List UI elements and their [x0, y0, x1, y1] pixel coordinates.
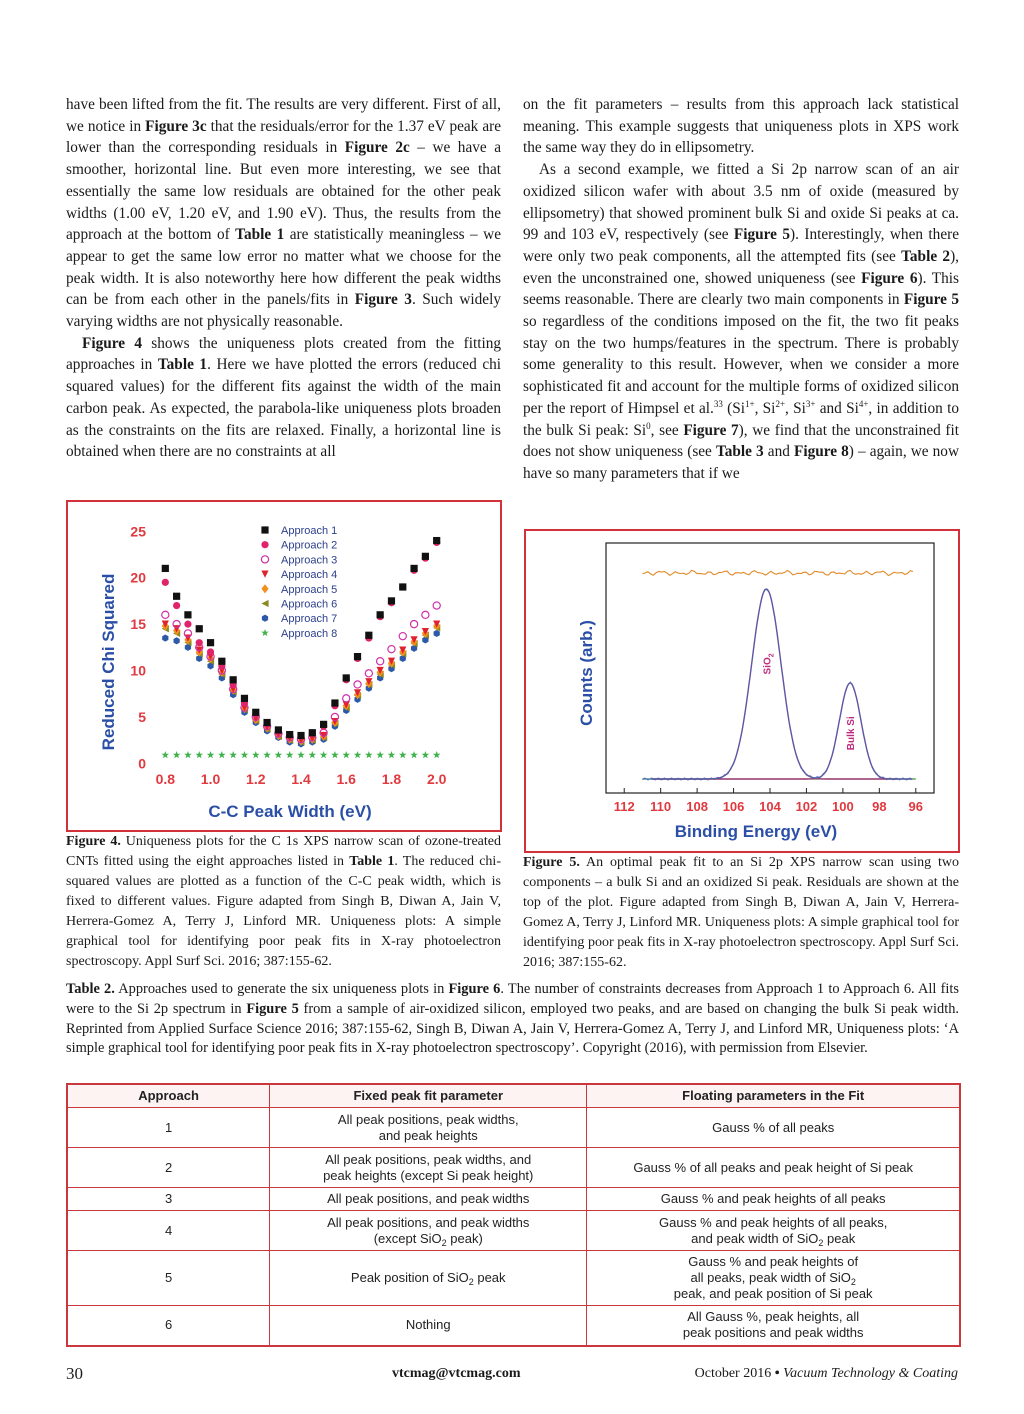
- data-point: [263, 719, 270, 726]
- data-point: [410, 621, 417, 628]
- table-row: [67, 1306, 960, 1346]
- right-column: [523, 94, 959, 485]
- series: [162, 621, 441, 745]
- data-point: [196, 625, 203, 632]
- y-tick-label: 5: [138, 708, 146, 725]
- data-point: [229, 751, 237, 758]
- data-point: [252, 709, 259, 716]
- data-point: [184, 611, 191, 618]
- data-point: [261, 556, 268, 563]
- figure-4: [66, 500, 502, 832]
- data-point: [241, 751, 249, 758]
- data-point: [162, 634, 168, 641]
- raw-data-line: [642, 589, 912, 780]
- envelope-line: [642, 589, 912, 779]
- uniqueness-plot-chart: [68, 502, 500, 830]
- figure-4-caption: Figure 4. Uniqueness plots for the C 1s XPS narrow scan of ozone-treated CNTs fitted using the eight approaches listed in Table 1. The reduced chi-squared values are plotted as a function of the C-C peak width, which is fixed to different values. Figure adapted from Singh B, Diwan A, Jain V, Herrera-Gomez A, Terry J, Linford MR. Uniqueness plots: A simple graphical tool for identifying poor peak fits in X-ray photoelectron spectroscopy. Appl Surf Sci. 2016; 387:155-62.: [66, 834, 501, 969]
- data-point: [343, 674, 350, 681]
- data-point: [410, 565, 417, 572]
- data-point: [433, 751, 441, 758]
- x-tick-label: 106: [722, 799, 745, 814]
- data-point: [434, 630, 440, 637]
- x-tick-label: 102: [795, 799, 818, 814]
- x-tick-label: 98: [872, 799, 887, 814]
- x-tick-label: 100: [832, 799, 854, 814]
- data-point: [433, 537, 440, 544]
- data-point: [354, 751, 362, 758]
- sio2-peak-label: SiO$_2$: [762, 653, 776, 675]
- y-axis-label: Reduced Chi Squared: [99, 573, 118, 751]
- y-tick-label: 0: [138, 755, 146, 772]
- y-tick-label: 25: [130, 523, 146, 540]
- data-point: [261, 541, 268, 548]
- left-paragraph-2: Figure 4 shows the uniqueness plots created from the fitting approaches in Table 1. Here we have plotted the errors (reduced chi squared values) for the different fits against the width of the main carbon peak. As expected, the parabola-like uniqueness plots broaden as the constraints on the fits are relaxed. Finally, a horizontal line is obtained when there are no constraints at all: [66, 334, 502, 461]
- data-point: [399, 751, 407, 758]
- legend-entry: Approach 6: [281, 598, 338, 611]
- y-tick-label: 10: [130, 662, 146, 679]
- series: [162, 751, 441, 758]
- data-point: [184, 751, 192, 758]
- data-point: [331, 751, 339, 758]
- cell-fixed: Peak position of SiO$_2$ peak: [270, 1251, 587, 1306]
- data-point: [173, 602, 180, 609]
- cell-fixed: All peak positions, and peak widths (except SiO$_2$ peak): [270, 1211, 587, 1251]
- data-point: [275, 751, 283, 758]
- data-point: [230, 676, 237, 683]
- x-tick-label: 96: [908, 799, 924, 814]
- residuals-line: [642, 570, 913, 575]
- data-point: [320, 751, 328, 758]
- cell-approach: 3: [67, 1188, 270, 1211]
- data-point: [261, 584, 268, 593]
- data-point: [365, 632, 372, 639]
- legend-entry: Approach 2: [281, 539, 338, 552]
- data-point: [173, 751, 181, 758]
- x-axis-label: C-C Peak Width (eV): [208, 802, 372, 821]
- y-tick-label: 20: [130, 569, 146, 586]
- table-row: [67, 1108, 960, 1148]
- data-point: [207, 751, 215, 758]
- data-point: [162, 611, 169, 618]
- data-point: [365, 670, 372, 677]
- cell-fixed: All peak positions, peak widths, and peak heights: [270, 1108, 587, 1148]
- x-tick-label: 112: [613, 799, 635, 814]
- data-point: [342, 751, 350, 758]
- header-fixed-parameter: Fixed peak fit parameter: [270, 1084, 587, 1108]
- data-point: [377, 658, 384, 665]
- data-point: [173, 637, 179, 644]
- x-tick-label: 110: [650, 799, 672, 814]
- data-point: [343, 695, 350, 702]
- data-point: [388, 597, 395, 604]
- x-tick-label: 1.2: [246, 771, 266, 787]
- legend-entry: Approach 4: [281, 569, 338, 582]
- data-point: [309, 751, 317, 758]
- series: [162, 624, 441, 745]
- data-point: [331, 699, 338, 706]
- series: [162, 627, 440, 748]
- data-point: [162, 751, 170, 758]
- y-tick-label: 15: [130, 616, 146, 633]
- data-point: [207, 639, 214, 646]
- approaches-table: [66, 1083, 961, 1347]
- data-point: [286, 751, 294, 758]
- x-tick-label: 0.8: [155, 771, 176, 787]
- cell-approach: 6: [67, 1306, 270, 1346]
- data-point: [422, 611, 429, 618]
- data-point: [275, 726, 282, 733]
- data-point: [320, 721, 327, 728]
- data-point: [162, 579, 169, 586]
- cell-approach: 2: [67, 1148, 270, 1188]
- data-point: [297, 751, 305, 758]
- table-row: [67, 1148, 960, 1188]
- data-point: [263, 751, 271, 758]
- cell-approach: 5: [67, 1251, 270, 1306]
- cell-fixed: Nothing: [270, 1306, 587, 1346]
- x-tick-label: 108: [686, 799, 708, 814]
- data-point: [410, 751, 418, 758]
- bulk-si-peak-label: Bulk Si: [846, 716, 858, 751]
- y-axis-label: Counts (arb.): [577, 620, 596, 726]
- footer-email: vtcmag@vtcmag.com: [392, 1366, 521, 1381]
- data-point: [422, 553, 429, 560]
- cell-approach: 4: [67, 1211, 270, 1251]
- data-point: [376, 751, 384, 758]
- legend-entry: Approach 3: [281, 554, 338, 567]
- data-point: [354, 681, 361, 688]
- x-tick-label: 104: [759, 799, 781, 814]
- data-point: [433, 602, 440, 609]
- data-point: [252, 751, 260, 758]
- cell-fixed: All peak positions, peak widths, and peak heights (except Si peak height): [270, 1148, 587, 1188]
- data-point: [261, 526, 268, 533]
- data-point: [399, 583, 406, 590]
- data-point: [262, 615, 268, 622]
- legend-entry: Approach 7: [281, 613, 338, 626]
- legend-entry: Approach 1: [281, 525, 338, 537]
- footer-publication: October 2016 • Vacuum Technology & Coating: [694, 1366, 958, 1381]
- x-tick-label: 1.8: [381, 771, 402, 787]
- header-approach: Approach: [67, 1084, 270, 1108]
- left-column: [66, 94, 501, 463]
- cell-floating: Gauss % and peak heights of all peaks: [587, 1188, 960, 1211]
- table-row: [67, 1188, 960, 1211]
- bulk-si-peak-line: [652, 683, 913, 779]
- data-point: [162, 565, 169, 572]
- data-point: [365, 751, 373, 758]
- data-point: [388, 751, 396, 758]
- cell-floating: Gauss % of all peaks and peak height of Si peak: [587, 1148, 960, 1188]
- x-tick-label: 1.4: [291, 771, 311, 787]
- right-paragraph-2: As a second example, we fitted a Si 2p narrow scan of an air oxidized silicon wafer with about 3.5 nm of oxide (measured by ellipsometry) that showed prominent bulk Si and oxide Si peaks at ca. 99 and 103 eV, respectively (see Figure 5). Interestingly, when there were only two peak components, all the attempted fits (see Table 2), even the unconstrained one, showed uniqueness (see Figure 6). This seems reasonable. There are clearly two main components in Figure 5 so regardless of the conditions imposed on the fit, the two fit peaks stay on the two humps/features in the spectrum. There is probably some generality to this result. However, when we consider a more sophisticated fit and account for the multiple forms of oxidized silicon per the report of Himpsel et al.$^{33}$ ($Si^{1+}$, $Si^{2+}$, $Si^{3+}$ and $Si^{4+}$, in addition to the bulk Si peak: Si$^0$, see Figure 7), we find that the unconstrained fit does not show uniqueness (see Table 3 and Figure 8) – again, we now have so many parameters that if we: [523, 161, 960, 482]
- cell-floating: Gauss % and peak heights of all peaks, peak width of SiO$_2$ peak, and peak position of Si peak: [587, 1251, 960, 1306]
- data-point: [422, 751, 430, 758]
- data-point: [309, 729, 316, 736]
- data-point: [195, 751, 203, 758]
- legend-entry: Approach 8: [281, 627, 338, 640]
- x-axis-label: Binding Energy (eV): [674, 822, 838, 841]
- header-floating-parameters: Floating parameters in the Fit: [587, 1084, 960, 1108]
- right-paragraph-1: on the fit parameters – results from this approach lack statistical meaning. This example suggests that uniqueness plots in XPS work the same way they do in ellipsometry.: [523, 96, 959, 157]
- cell-floating: Gauss % and peak heights of all peaks, and peak width of SiO$_2$ peak: [587, 1211, 960, 1251]
- page-number: 30: [66, 1364, 83, 1383]
- table-2-caption: Table 2. Approaches used to generate the six uniqueness plots in Figure 6. The number of constraints decreases from Approach 1 to Approach 6. All fits were to the Si 2p spectrum in Figure 5 from a sample of air-oxidized silicon, employed two peaks, and are based on changing the bulk Si peak width. Reprinted from Applied Surface Science 2016; 387:155-62, Singh B, Diwan A, Jain V, Herrera-Gomez A, Terry J, and Linford MR, Uniqueness plots: ‘A simple graphical tool for identifying poor peak fits in X-ray photoelectron spectroscopy’. Copyright (2016), with permission from Elsevier.: [66, 981, 959, 1057]
- left-paragraph-1: have been lifted from the fit. The results are very different. First of all, we notice in Figure 3c that the residuals/error for the 1.37 eV peak are lower than the corresponding residuals in Figure 2c – we have a smoother, horizontal line. But even more interesting, we see that essentially the same low residuals are obtained for the other peak widths (1.00 eV, 1.20 eV, and 1.90 eV). Thus, the results from the approach at the bottom of Table 1 are statistically meaningless – we appear to get the same low error no matter what we choose for the peak width. It is also noteworthy here how different the peak widths can be from each other in the panels/fits in Figure 3. Such widely varying widths are not physically reasonable.: [66, 96, 501, 331]
- legend-entry: Approach 5: [281, 583, 338, 596]
- data-point: [207, 648, 214, 655]
- data-point: [399, 633, 406, 640]
- x-tick-label: 1.6: [336, 771, 356, 787]
- table-row: [67, 1251, 960, 1306]
- data-point: [196, 639, 203, 646]
- table-row: [67, 1211, 960, 1251]
- data-point: [241, 695, 248, 702]
- figure-5: [524, 529, 960, 853]
- data-point: [261, 629, 269, 636]
- cell-fixed: All peak positions, and peak widths: [270, 1188, 587, 1211]
- cell-floating: Gauss % of all peaks: [587, 1108, 960, 1148]
- data-point: [218, 751, 226, 758]
- data-point: [377, 611, 384, 618]
- data-point: [354, 653, 361, 660]
- x-tick-label: 2.0: [426, 771, 447, 787]
- data-point: [297, 732, 304, 739]
- figure-5-caption: Figure 5. An optimal peak fit to an Si 2p XPS narrow scan using two components – a bulk Si and an oxidized Si peak. Residuals are shown at the top of the plot. Figure adapted from Singh B, Diwan A, Jain V, Herrera-Gomez A, Terry J, Linford MR. Uniqueness plots: A simple graphical tool for identifying poor peak fits in X-ray photoelectron spectroscopy. Appl Surf Sci. 2016; 387:155-62.: [523, 855, 960, 970]
- data-point: [218, 658, 225, 665]
- table-header-row: [67, 1084, 960, 1108]
- data-point: [261, 600, 268, 607]
- data-point: [184, 621, 191, 628]
- cell-floating: All Gauss %, peak heights, all peak positions and peak widths: [587, 1306, 960, 1346]
- x-tick-label: 1.0: [200, 771, 221, 787]
- si2p-spectrum-chart: [526, 531, 958, 851]
- data-point: [388, 646, 395, 653]
- data-point: [261, 571, 268, 578]
- cell-approach: 1: [67, 1108, 270, 1148]
- data-point: [173, 593, 180, 600]
- data-point: [286, 731, 293, 738]
